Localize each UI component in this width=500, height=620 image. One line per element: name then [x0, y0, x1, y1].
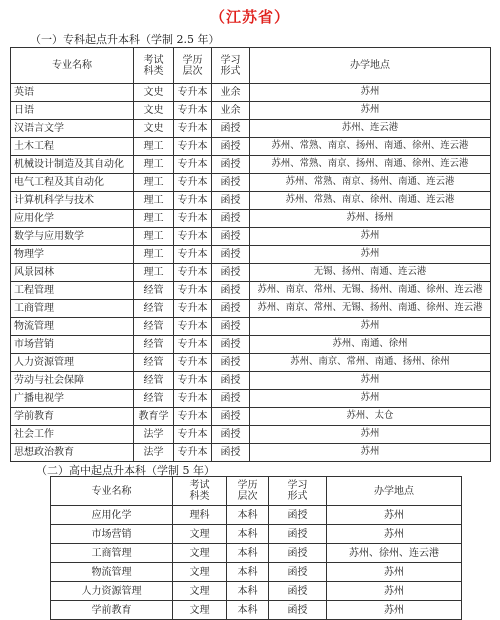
page-title: （江苏省） [209, 8, 290, 26]
location-cell: 苏州、常熟、南京、扬州、南通、徐州、连云港 [250, 156, 491, 174]
degree-level-cell: 专升本 [174, 246, 212, 264]
major-cell: 物流管理 [11, 318, 134, 336]
location-cell: 苏州 [250, 372, 491, 390]
major-cell: 数学与应用数学 [11, 228, 134, 246]
location-cell: 苏州 [327, 525, 462, 544]
degree-level-cell: 本科 [227, 582, 269, 601]
exam-category-cell: 理工 [134, 138, 174, 156]
major-cell: 学前教育 [11, 408, 134, 426]
column-header-degree-level-line2: 层次 [182, 65, 203, 77]
location-cell: 苏州、南京、常州、无锡、扬州、南通、徐州、连云港 [250, 282, 491, 300]
column-header-degree-level-line1: 学历 [182, 54, 203, 66]
location-cell: 苏州、常熟、南京、徐州、南通、连云港 [250, 192, 491, 210]
table-row [11, 174, 491, 192]
major-cell: 汉语言文学 [11, 120, 134, 138]
major-cell: 人力资源管理 [51, 582, 173, 601]
degree-level-cell: 专升本 [174, 138, 212, 156]
exam-category-cell: 经管 [134, 282, 174, 300]
exam-category-cell: 经管 [134, 354, 174, 372]
study-mode-cell: 函授 [212, 156, 250, 174]
table-row [11, 300, 491, 318]
table-row [11, 282, 491, 300]
table-row [11, 246, 491, 264]
column-header-exam-category [173, 477, 227, 506]
exam-category-cell: 文理 [173, 563, 227, 582]
exam-category-cell: 理工 [134, 210, 174, 228]
column-header-location: 办学地点 [250, 48, 491, 84]
study-mode-cell: 函授 [269, 582, 327, 601]
exam-category-cell: 理工 [134, 246, 174, 264]
major-cell: 工程管理 [11, 282, 134, 300]
degree-level-cell: 专升本 [174, 444, 212, 462]
location-cell: 苏州 [250, 246, 491, 264]
study-mode-cell: 函授 [269, 506, 327, 525]
location-cell: 苏州 [327, 582, 462, 601]
table-row [11, 318, 491, 336]
section-heading-upgrade-from-college: （一）专科起点升本科（学制 2.5 年） [30, 33, 220, 46]
table-row [11, 138, 491, 156]
exam-category-cell: 文史 [134, 84, 174, 102]
study-mode-cell: 函授 [212, 354, 250, 372]
column-header-exam-category-line2: 科类 [143, 65, 164, 77]
table-college-to-bachelor [10, 47, 491, 462]
degree-level-cell: 专升本 [174, 228, 212, 246]
degree-level-cell: 专升本 [174, 408, 212, 426]
study-mode-cell: 函授 [212, 336, 250, 354]
major-cell: 电气工程及其自动化 [11, 174, 134, 192]
degree-level-cell: 专升本 [174, 354, 212, 372]
major-cell: 市场营销 [11, 336, 134, 354]
table-row [11, 336, 491, 354]
major-cell: 劳动与社会保障 [11, 372, 134, 390]
degree-level-cell: 专升本 [174, 174, 212, 192]
column-header-degree-level-line2: 层次 [237, 491, 258, 502]
table-row [51, 563, 462, 582]
location-cell: 苏州 [250, 318, 491, 336]
location-cell: 苏州 [250, 228, 491, 246]
degree-level-cell: 专升本 [174, 426, 212, 444]
exam-category-cell: 文理 [173, 601, 227, 620]
study-mode-cell: 函授 [212, 300, 250, 318]
major-cell: 应用化学 [11, 210, 134, 228]
study-mode-cell: 函授 [212, 372, 250, 390]
major-cell: 日语 [11, 102, 134, 120]
column-header-location: 办学地点 [327, 477, 462, 506]
exam-category-cell: 经管 [134, 300, 174, 318]
table-row [11, 426, 491, 444]
major-cell: 物流管理 [51, 563, 173, 582]
location-cell: 苏州、徐州、连云港 [327, 544, 462, 563]
location-cell: 苏州 [250, 84, 491, 102]
exam-category-cell: 法学 [134, 426, 174, 444]
table-row [11, 210, 491, 228]
table-row [11, 264, 491, 282]
table-row [11, 354, 491, 372]
table-header-row [51, 477, 462, 506]
major-cell: 思想政治教育 [11, 444, 134, 462]
column-header-exam-category [134, 48, 174, 84]
degree-level-cell: 专升本 [174, 156, 212, 174]
degree-level-cell: 本科 [227, 563, 269, 582]
degree-level-cell: 专升本 [174, 192, 212, 210]
location-cell: 苏州、南京、常州、无锡、扬州、南通、徐州、连云港 [250, 300, 491, 318]
degree-level-cell: 专升本 [174, 300, 212, 318]
study-mode-cell: 函授 [212, 444, 250, 462]
location-cell: 苏州 [250, 426, 491, 444]
degree-level-cell: 专升本 [174, 318, 212, 336]
study-mode-cell: 函授 [212, 426, 250, 444]
exam-category-cell: 理工 [134, 264, 174, 282]
study-mode-cell: 业余 [212, 84, 250, 102]
study-mode-cell: 函授 [212, 408, 250, 426]
column-header-degree-level [227, 477, 269, 506]
degree-level-cell: 本科 [227, 506, 269, 525]
study-mode-cell: 函授 [212, 192, 250, 210]
degree-level-cell: 专升本 [174, 84, 212, 102]
exam-category-cell: 教育学 [134, 408, 174, 426]
column-header-exam-category-line1: 考试 [143, 54, 164, 66]
degree-level-cell: 本科 [227, 525, 269, 544]
degree-level-cell: 本科 [227, 544, 269, 563]
table-row [11, 84, 491, 102]
study-mode-cell: 函授 [269, 601, 327, 620]
major-cell: 人力资源管理 [11, 354, 134, 372]
column-header-study-mode-line2: 形式 [287, 491, 308, 502]
column-header-major: 专业名称 [11, 48, 134, 84]
major-cell: 工商管理 [51, 544, 173, 563]
table-row [51, 525, 462, 544]
study-mode-cell: 函授 [212, 318, 250, 336]
major-cell: 社会工作 [11, 426, 134, 444]
table-row [11, 390, 491, 408]
major-cell: 机械设计制造及其自动化 [11, 156, 134, 174]
exam-category-cell: 文理 [173, 544, 227, 563]
location-cell: 苏州 [327, 601, 462, 620]
location-cell: 苏州、太仓 [250, 408, 491, 426]
study-mode-cell: 函授 [212, 264, 250, 282]
study-mode-cell: 函授 [212, 228, 250, 246]
column-header-study-mode [269, 477, 327, 506]
major-cell: 广播电视学 [11, 390, 134, 408]
major-cell: 计算机科学与技术 [11, 192, 134, 210]
exam-category-cell: 经管 [134, 318, 174, 336]
study-mode-cell: 函授 [212, 210, 250, 228]
degree-level-cell: 专升本 [174, 372, 212, 390]
location-cell: 苏州 [250, 444, 491, 462]
degree-level-cell: 专升本 [174, 264, 212, 282]
location-cell: 苏州 [327, 506, 462, 525]
degree-level-cell: 专升本 [174, 102, 212, 120]
table-row [51, 582, 462, 601]
exam-category-cell: 文理 [173, 582, 227, 601]
exam-category-cell: 文史 [134, 120, 174, 138]
study-mode-cell: 函授 [269, 563, 327, 582]
table-highschool-to-bachelor [50, 476, 462, 620]
major-cell: 英语 [11, 84, 134, 102]
major-cell: 物理学 [11, 246, 134, 264]
column-header-exam-category-line2: 科类 [189, 491, 210, 502]
degree-level-cell: 专升本 [174, 120, 212, 138]
exam-category-cell: 经管 [134, 390, 174, 408]
study-mode-cell: 函授 [269, 544, 327, 563]
location-cell: 苏州、南通、徐州 [250, 336, 491, 354]
location-cell: 苏州、常熟、南京、扬州、南通、连云港 [250, 174, 491, 192]
table-row [51, 544, 462, 563]
column-header-study-mode-line1: 学习 [287, 480, 308, 491]
study-mode-cell: 函授 [269, 525, 327, 544]
study-mode-cell: 函授 [212, 246, 250, 264]
exam-category-cell: 法学 [134, 444, 174, 462]
degree-level-cell: 专升本 [174, 282, 212, 300]
exam-category-cell: 经管 [134, 372, 174, 390]
exam-category-cell: 理工 [134, 156, 174, 174]
table-header-row [11, 48, 491, 84]
location-cell: 无锡、扬州、南通、连云港 [250, 264, 491, 282]
exam-category-cell: 理工 [134, 192, 174, 210]
location-cell: 苏州、常熟、南京、扬州、南通、徐州、连云港 [250, 138, 491, 156]
column-header-study-mode-line2: 形式 [220, 65, 241, 77]
exam-category-cell: 理工 [134, 174, 174, 192]
study-mode-cell: 函授 [212, 138, 250, 156]
section-heading-upgrade-from-highschool: （二）高中起点升本科（学制 5 年） [36, 464, 215, 477]
study-mode-cell: 业余 [212, 102, 250, 120]
exam-category-cell: 理科 [173, 506, 227, 525]
column-header-exam-category-line1: 考试 [189, 480, 210, 491]
major-cell: 学前教育 [51, 601, 173, 620]
exam-category-cell: 文理 [173, 525, 227, 544]
column-header-degree-level [174, 48, 212, 84]
exam-category-cell: 理工 [134, 228, 174, 246]
column-header-study-mode [212, 48, 250, 84]
major-cell: 工商管理 [11, 300, 134, 318]
column-header-study-mode-line1: 学习 [220, 54, 241, 66]
study-mode-cell: 函授 [212, 282, 250, 300]
exam-category-cell: 经管 [134, 336, 174, 354]
study-mode-cell: 函授 [212, 390, 250, 408]
study-mode-cell: 函授 [212, 120, 250, 138]
study-mode-cell: 函授 [212, 174, 250, 192]
major-cell: 市场营销 [51, 525, 173, 544]
degree-level-cell: 专升本 [174, 336, 212, 354]
table-row [51, 506, 462, 525]
major-cell: 土木工程 [11, 138, 134, 156]
location-cell: 苏州、扬州 [250, 210, 491, 228]
major-cell: 应用化学 [51, 506, 173, 525]
table-row [11, 228, 491, 246]
degree-level-cell: 本科 [227, 601, 269, 620]
degree-level-cell: 专升本 [174, 390, 212, 408]
table-row [11, 120, 491, 138]
degree-level-cell: 专升本 [174, 210, 212, 228]
major-cell: 风景园林 [11, 264, 134, 282]
location-cell: 苏州、南京、常州、南通、扬州、徐州 [250, 354, 491, 372]
location-cell: 苏州 [250, 390, 491, 408]
exam-category-cell: 文史 [134, 102, 174, 120]
table-row [11, 408, 491, 426]
location-cell: 苏州 [250, 102, 491, 120]
table-row [11, 372, 491, 390]
location-cell: 苏州 [327, 563, 462, 582]
table-row [11, 156, 491, 174]
column-header-major: 专业名称 [51, 477, 173, 506]
table-row [11, 444, 491, 462]
column-header-degree-level-line1: 学历 [237, 480, 258, 491]
table-row [11, 102, 491, 120]
table-row [11, 192, 491, 210]
location-cell: 苏州、连云港 [250, 120, 491, 138]
